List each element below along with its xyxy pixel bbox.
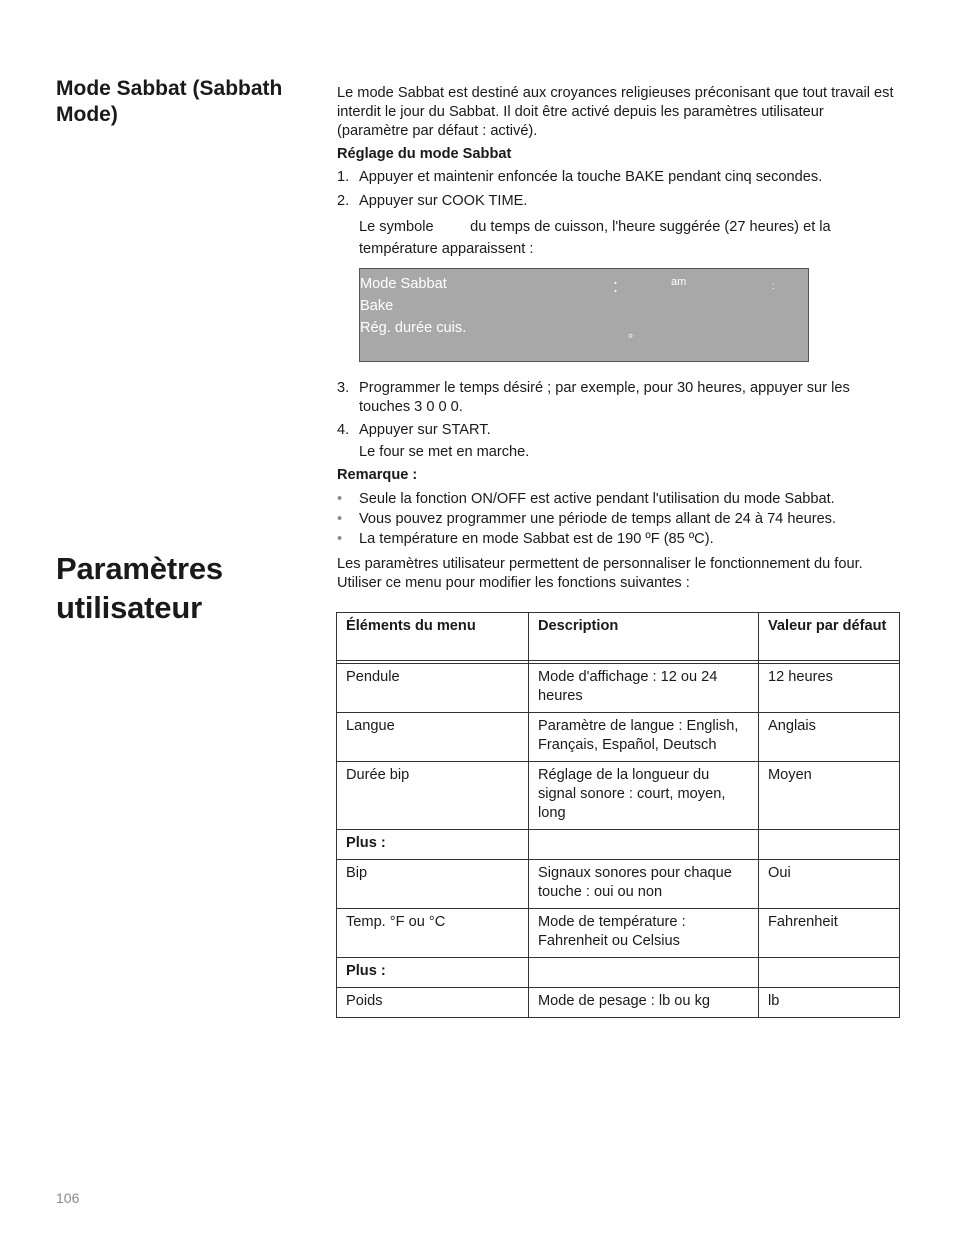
cell-description: Paramètre de langue : English, Français, Español, Deutsch (529, 713, 759, 762)
table-row (337, 958, 900, 988)
table-header-row (337, 613, 900, 661)
cell-description (529, 958, 759, 988)
cell-description (529, 830, 759, 860)
section-heading-sabbath: Mode Sabbat (Sabbath Mode) (56, 77, 283, 126)
table-row (337, 713, 900, 762)
cell-default (759, 830, 900, 860)
cell-default: Anglais (759, 713, 900, 762)
cell-default: lb (759, 988, 900, 1018)
section-heading-user-settings: Paramètres utilisateur (56, 551, 223, 625)
cell-item: Pendule (337, 664, 529, 713)
step-2 (337, 192, 897, 211)
cell-item: Durée bip (337, 762, 529, 830)
note-text: Vous pouvez programmer une période de temps allant de 24 à 74 heures. (359, 511, 837, 527)
column-header-default: Valeur par défaut (759, 613, 900, 661)
cell-default: 12 heures (759, 664, 900, 713)
cell-item: Bip (337, 860, 529, 909)
table-row (337, 762, 900, 830)
step-number: 1. (337, 169, 350, 185)
step-text: Appuyer sur START. (359, 422, 491, 438)
cell-default (759, 958, 900, 988)
bullet-icon: • (337, 531, 343, 547)
step-text: Appuyer et maintenir enfoncée la touche BAKE pendant cinq secondes. (359, 169, 823, 185)
cell-item: Plus : (337, 958, 529, 988)
cell-item: Poids (337, 988, 529, 1018)
note-item (337, 490, 897, 509)
table-row (337, 860, 900, 909)
display-am: am (671, 276, 687, 288)
cell-default: Oui (759, 860, 900, 909)
sabbath-subheading: Réglage du mode Sabbat (337, 146, 512, 162)
note-heading: Remarque : (337, 467, 418, 483)
step-1 (337, 168, 897, 187)
note-text: La température en mode Sabbat est de 190 ºF (85 ºC). (359, 531, 714, 547)
display-line-mode: Mode Sabbat (360, 276, 447, 292)
step-number: 2. (337, 193, 350, 209)
step-4 (337, 421, 897, 440)
note-item (337, 510, 897, 529)
cell-default: Moyen (759, 762, 900, 830)
cell-item: Temp. °F ou °C (337, 909, 529, 958)
page-number: 106 (56, 1190, 80, 1206)
table-row (337, 909, 900, 958)
display-degree: ° (628, 331, 634, 346)
settings-table (336, 612, 900, 1018)
step-2-detail: Le symbole du temps de cuisson, l'heure suggérée (27 heures) et la température apparaissent : (359, 219, 835, 257)
step-text: Programmer le temps désiré ; par exemple, pour 30 heures, appuyer sur les touches 3 0 0 0. (359, 380, 850, 415)
step-text: Appuyer sur COOK TIME. (359, 193, 528, 209)
step-4-detail: Le four se met en marche. (359, 444, 530, 460)
sabbath-intro: Le mode Sabbat est destiné aux croyances religieuses préconisant que tout travail est interdit le jour du Sabbat. Il doit être activé depuis les paramètres utilisateur (paramètre par défaut : activé). (337, 85, 894, 139)
display-colon-small: : (772, 281, 775, 292)
cell-default: Fahrenheit (759, 909, 900, 958)
note-text: Seule la fonction ON/OFF est active pendant l'utilisation du mode Sabbat. (359, 491, 835, 507)
column-header-description: Description (529, 613, 759, 661)
display-line-bake: Bake (360, 298, 394, 314)
cell-item: Plus : (337, 830, 529, 860)
bullet-icon: • (337, 491, 343, 507)
note-item (337, 530, 897, 549)
cell-description: Mode de température : Fahrenheit ou Celsius (529, 909, 759, 958)
table-row (337, 664, 900, 713)
step-number: 3. (337, 380, 350, 396)
display-line-cook-time: Rég. durée cuis. (360, 320, 467, 336)
bullet-icon: • (337, 511, 343, 527)
table-row (337, 988, 900, 1018)
oven-display (359, 268, 809, 362)
step-3 (337, 379, 897, 417)
table-row (337, 830, 900, 860)
step-number: 4. (337, 422, 350, 438)
settings-intro: Les paramètres utilisateur permettent de personnaliser le fonctionnement du four. Utiliser ce menu pour modifier les fonctions suivantes : (337, 556, 863, 591)
cell-description: Signaux sonores pour chaque touche : oui ou non (529, 860, 759, 909)
cell-description: Réglage de la longueur du signal sonore : court, moyen, long (529, 762, 759, 830)
cell-description: Mode d'affichage : 12 ou 24 heures (529, 664, 759, 713)
column-header-item: Éléments du menu (337, 613, 529, 661)
display-colon: : (613, 276, 619, 296)
cell-item: Langue (337, 713, 529, 762)
cell-description: Mode de pesage : lb ou kg (529, 988, 759, 1018)
